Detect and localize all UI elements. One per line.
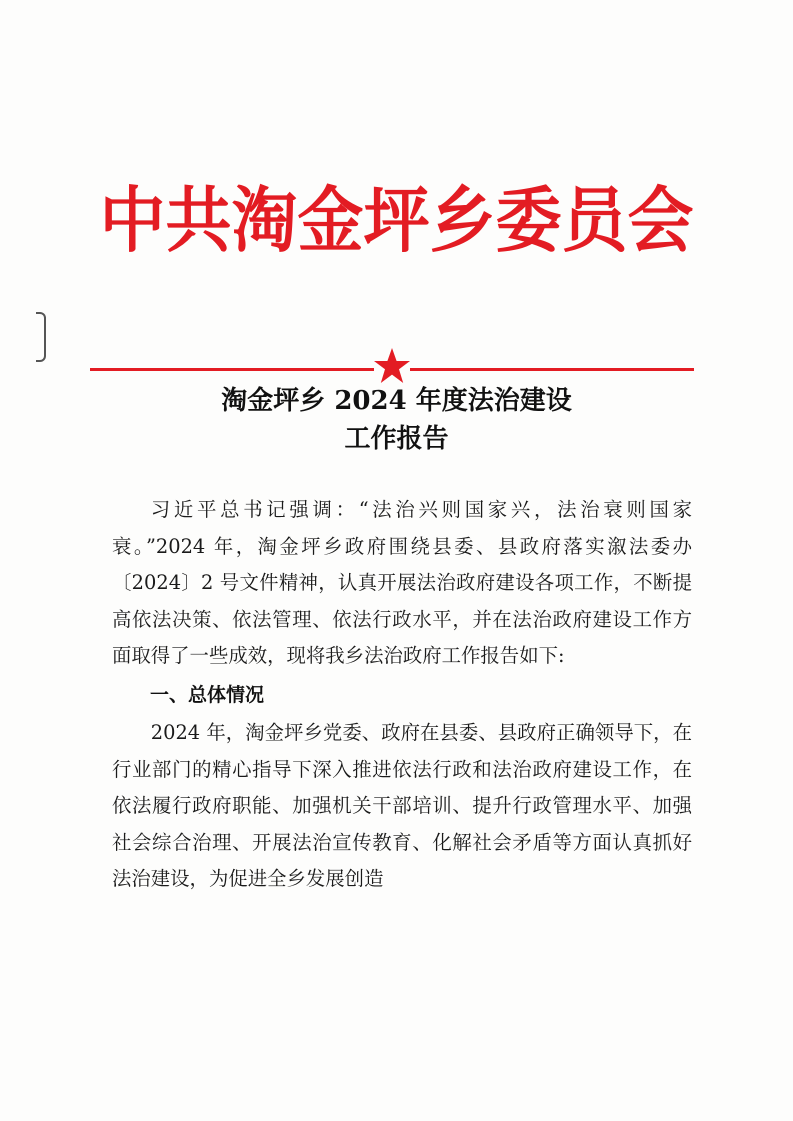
red-star-icon [373, 347, 411, 385]
document-title-line-2: 工作报告 [344, 424, 449, 454]
section-paragraph: 2024 年，淘金坪乡党委、政府在县委、县政府正确领导下，在行业部门的精心指导下深入推进依法行政和法治政府建设工作，在依法履行政府职能、加强机关干部培训、提升行政管理水平、加强社会综合治理、开展法治宣传教育、化解社会矛盾等方面认真抓好法治建设，为促进全乡发展创造 [112, 720, 692, 891]
red-header-organization: 中共淘金坪乡委员会 [99, 178, 694, 263]
intro-paragraph: 习近平总书记强调：“法治兴则国家兴，法治衰则国家衰。”2024 年，淘金坪乡政府围绕县委、县政府落实溆法委办〔2024〕2 号文件精神，认真开展法治政府建设各项工作，不断提高依法决策、依法管理、依法行政水平，并在法治政府建设工作方面取得了一些成效，现将我乡法治政府工作报告如下: [112, 498, 692, 668]
section-heading: 一、总体情况 [150, 683, 265, 706]
document-title-line-1: 淘金坪乡 2024 年度法治建设 [221, 386, 572, 416]
binding-mark [36, 312, 46, 362]
document-title [0, 382, 793, 458]
red-separator-left [90, 368, 374, 371]
red-separator-right [410, 368, 694, 371]
document-body [112, 492, 692, 898]
